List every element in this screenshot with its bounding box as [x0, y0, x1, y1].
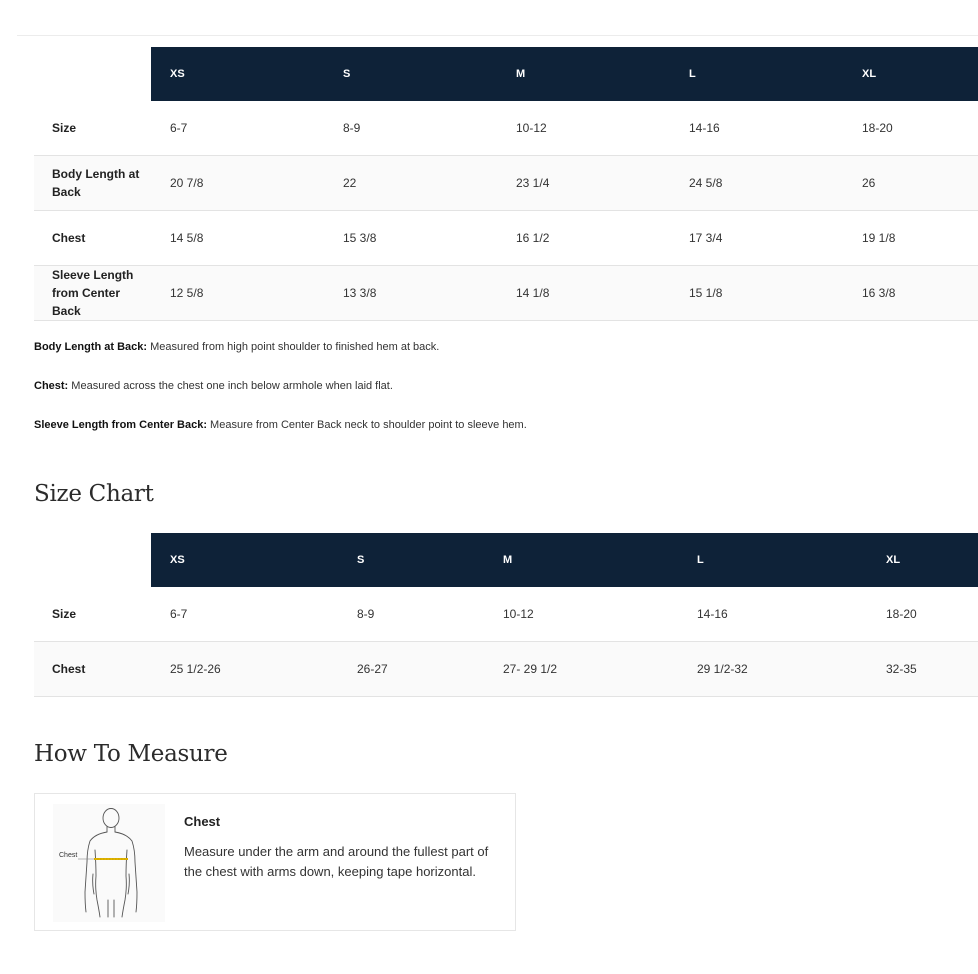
table-cell: 13 3/8: [324, 266, 497, 321]
table-cell: 8-9: [324, 101, 497, 156]
table-cell: 16 1/2: [497, 211, 670, 266]
table-cell: 14 1/8: [497, 266, 670, 321]
table-cell: 14 5/8: [151, 211, 324, 266]
table-row: [34, 266, 978, 321]
table-row: [34, 211, 978, 266]
table-cell: 20 7/8: [151, 156, 324, 211]
table-row: [34, 156, 978, 211]
table-header-row: [34, 47, 978, 101]
table-cell: 10-12: [497, 101, 670, 156]
column-header: M: [484, 533, 678, 587]
note-text: Measured from high point shoulder to finished hem at back.: [147, 341, 440, 353]
column-header: S: [324, 47, 497, 101]
table-row: [34, 101, 978, 156]
row-label: Size: [34, 587, 151, 642]
size-chart-table: [34, 533, 978, 697]
row-label: Sleeve Length from Center Back: [34, 266, 151, 321]
measure-item-title: Chest: [184, 814, 221, 829]
table-cell: 15 1/8: [670, 266, 843, 321]
table-cell: 10-12: [484, 587, 678, 642]
table-cell: 26: [843, 156, 978, 211]
column-header: XL: [843, 47, 978, 101]
body-figure-illustration: [53, 804, 165, 922]
table-header-row: [34, 533, 978, 587]
table-cell: 17 3/4: [670, 211, 843, 266]
column-header: S: [338, 533, 484, 587]
table-cell: 25 1/2-26: [151, 642, 338, 697]
measure-card-chest: [34, 793, 516, 931]
table-cell: 14-16: [678, 587, 867, 642]
table-cell: 6-7: [151, 587, 338, 642]
table-cell: 15 3/8: [324, 211, 497, 266]
note-term: Body Length at Back:: [34, 341, 148, 353]
row-label: Body Length at Back: [34, 156, 151, 211]
top-divider: [17, 35, 978, 36]
note-text: Measured across the chest one inch below armhole when laid flat.: [68, 380, 393, 392]
measurement-notes: [34, 338, 934, 455]
garment-measurements-table: [34, 47, 978, 321]
measure-item-description: Measure under the arm and around the fullest part of the chest with arms down, keeping tape horizontal.: [184, 844, 489, 879]
table-cell: 18-20: [867, 587, 978, 642]
table-row: [34, 642, 978, 697]
column-header: XS: [151, 47, 324, 101]
note-body-length: [34, 338, 934, 377]
table-cell: 22: [324, 156, 497, 211]
column-header: XS: [151, 533, 338, 587]
column-header: XL: [867, 533, 978, 587]
note-sleeve-length: [34, 416, 934, 455]
column-header: L: [670, 47, 843, 101]
header-corner: [34, 533, 151, 587]
row-label: Size: [34, 101, 151, 156]
row-label: Chest: [34, 642, 151, 697]
note-chest: [34, 377, 934, 416]
table-cell: 19 1/8: [843, 211, 978, 266]
table-cell: 23 1/4: [497, 156, 670, 211]
table-cell: 29 1/2-32: [678, 642, 867, 697]
column-header: M: [497, 47, 670, 101]
table-cell: 12 5/8: [151, 266, 324, 321]
table-cell: 26-27: [338, 642, 484, 697]
body-outline-icon: [53, 804, 165, 922]
how-to-measure-heading: How To Measure: [34, 741, 228, 767]
note-term: Chest:: [34, 380, 69, 392]
column-header: L: [678, 533, 867, 587]
table-cell: 24 5/8: [670, 156, 843, 211]
table-cell: 32-35: [867, 642, 978, 697]
table-cell: 16 3/8: [843, 266, 978, 321]
header-corner: [34, 47, 151, 101]
note-term: Sleeve Length from Center Back:: [34, 419, 207, 431]
table-cell: 8-9: [338, 587, 484, 642]
table-cell: 27- 29 1/2: [484, 642, 678, 697]
size-chart-heading: Size Chart: [34, 481, 154, 507]
note-text: Measure from Center Back neck to shoulder point to sleeve hem.: [207, 419, 527, 431]
table-cell: 14-16: [670, 101, 843, 156]
table-cell: 18-20: [843, 101, 978, 156]
table-row: [34, 587, 978, 642]
row-label: Chest: [34, 211, 151, 266]
table-cell: 6-7: [151, 101, 324, 156]
figure-label: Chest: [59, 852, 78, 859]
